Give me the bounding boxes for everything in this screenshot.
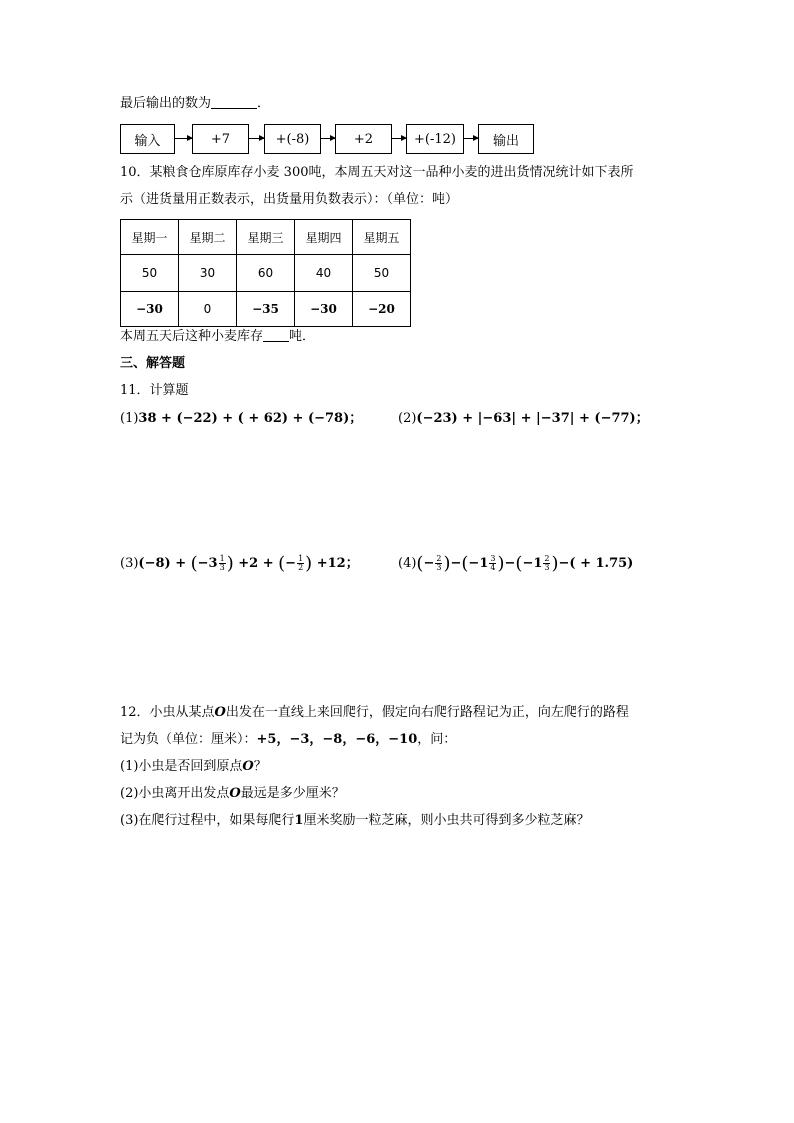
sign: − xyxy=(285,556,297,571)
answer-blank[interactable] xyxy=(263,327,289,342)
point-label: O xyxy=(229,786,241,801)
q11-part2 xyxy=(398,409,649,429)
paren-close: ) xyxy=(551,553,559,574)
q11-part4 xyxy=(398,552,633,576)
denominator: 2 xyxy=(298,563,304,572)
flow-arrow xyxy=(321,138,335,139)
text-segment: 厘米奖励一粒芝麻，则小虫共可得到多少粒芝麻？ xyxy=(303,813,590,828)
paren-close: ) xyxy=(226,553,234,574)
table-header-cell: 星期五 xyxy=(353,220,411,255)
table-cell: 50 xyxy=(121,255,179,292)
fraction xyxy=(435,555,442,572)
q10-question-suffix: 吨． xyxy=(289,329,316,344)
text-segment: (2)小虫离开出发点 xyxy=(120,786,230,801)
operator: − xyxy=(504,556,516,571)
operator: − xyxy=(450,556,462,571)
denominator: 3 xyxy=(544,563,550,572)
q11-part1 xyxy=(120,409,362,429)
q9-answer-line xyxy=(120,94,270,114)
paren-open: ( xyxy=(190,553,198,574)
point-label: O xyxy=(214,705,226,720)
mixed-whole: −1 xyxy=(468,556,489,571)
table-cell: −35 xyxy=(237,292,295,327)
flow-box-output: 输出 xyxy=(478,124,534,154)
text-segment: 12．小虫从某点 xyxy=(120,705,215,720)
denominator: 3 xyxy=(436,563,442,572)
part-label: (2) xyxy=(398,411,417,426)
text-segment: (3)在爬行过程中，如果每爬行 xyxy=(120,813,295,828)
flow-arrow xyxy=(464,138,478,139)
table-header-cell: 星期三 xyxy=(237,220,295,255)
part-label: (3) xyxy=(120,556,139,571)
numerator: 3 xyxy=(490,554,496,563)
expr-segment: +2 + xyxy=(233,556,279,571)
q9-prefix: 最后输出的数为 xyxy=(120,96,212,111)
q10-text-line2: 示（进货量用正数表示，出货量用负数表示）：（单位：吨） xyxy=(120,192,459,207)
part-expression: 38 + (−22) + ( + 62) + (−78)； xyxy=(138,411,363,426)
table-row-in xyxy=(121,255,411,292)
number: 1 xyxy=(294,813,304,828)
table-cell: −30 xyxy=(295,292,353,327)
q12-sub1 xyxy=(120,757,267,777)
paren-close: ) xyxy=(497,553,505,574)
q12-sub2 xyxy=(120,784,345,804)
part-label: (1) xyxy=(120,411,139,426)
text-segment: (1)小虫是否回到原点 xyxy=(120,759,243,774)
paren-close: ) xyxy=(443,553,451,574)
denominator: 4 xyxy=(490,563,496,572)
distance-values: +5，−3，−8，−6，−10 xyxy=(256,732,418,747)
fraction xyxy=(219,555,226,572)
fraction xyxy=(489,555,496,572)
stock-table xyxy=(120,219,411,327)
table-header-cell: 星期二 xyxy=(179,220,237,255)
flow-box-input: 输入 xyxy=(120,124,175,154)
text-segment: 最远是多少厘米？ xyxy=(240,786,345,801)
q12-sub3 xyxy=(120,811,589,831)
text-segment: ？ xyxy=(253,759,267,774)
mixed-whole: −3 xyxy=(197,556,218,571)
sign: − xyxy=(423,556,435,571)
q9-suffix: ． xyxy=(257,96,271,111)
flow-box-step1: +7 xyxy=(192,124,249,154)
section-title: 三、解答题 xyxy=(120,356,186,371)
part-expression: (−23) + |−63| + |−37| + (−77)； xyxy=(416,411,649,426)
flow-arrow xyxy=(392,138,406,139)
numerator: 2 xyxy=(544,554,550,563)
table-header-cell: 星期一 xyxy=(121,220,179,255)
text-segment: ，问： xyxy=(417,732,457,747)
numerator: 1 xyxy=(298,554,304,563)
q10-question-prefix: 本周五天后这种小麦库存 xyxy=(120,329,264,344)
table-header-row xyxy=(121,220,411,255)
fraction xyxy=(297,555,304,572)
flow-box-step2: +(-8) xyxy=(264,124,321,154)
paren-open: ( xyxy=(416,553,424,574)
table-cell: 60 xyxy=(237,255,295,292)
q12-text-line1 xyxy=(120,703,629,723)
numerator: 2 xyxy=(436,554,442,563)
flow-chart xyxy=(120,124,540,154)
expr-segment: +12； xyxy=(312,556,359,571)
flow-box-step3: +2 xyxy=(335,124,392,154)
flow-box-step4: +(-12) xyxy=(406,124,464,154)
expr-segment: −( + 1.75) xyxy=(558,556,634,571)
table-cell: 0 xyxy=(179,292,237,327)
q10-question xyxy=(120,327,315,347)
table-cell: 30 xyxy=(179,255,237,292)
q11-part3 xyxy=(120,552,359,576)
text-segment: 记为负（单位：厘米）： xyxy=(120,732,257,747)
q11-title: 11．计算题 xyxy=(120,383,189,398)
q12-text-line2 xyxy=(120,730,456,750)
table-row-out xyxy=(121,292,411,327)
answer-blank[interactable] xyxy=(211,94,257,109)
flow-arrow xyxy=(249,138,264,139)
table-header-cell: 星期四 xyxy=(295,220,353,255)
denominator: 3 xyxy=(219,563,225,572)
table-cell: −20 xyxy=(353,292,411,327)
q10-text-line1: 10．某粮食仓库原库存小麦 300吨，本周五天对这一品种小麦的进出货情况统计如下表所 xyxy=(120,165,634,180)
expr-segment: (−8) + xyxy=(138,556,191,571)
table-cell: 40 xyxy=(295,255,353,292)
paren-close: ) xyxy=(305,553,313,574)
paren-open: ( xyxy=(515,553,523,574)
mixed-whole: −1 xyxy=(522,556,543,571)
numerator: 1 xyxy=(219,554,225,563)
flow-arrow xyxy=(175,138,192,139)
fraction xyxy=(543,555,550,572)
paren-open: ( xyxy=(461,553,469,574)
point-label: O xyxy=(242,759,254,774)
part-label: (4) xyxy=(398,556,417,571)
text-segment: 出发在一直线上来回爬行，假定向右爬行路程记为正，向左爬行的路程 xyxy=(225,705,629,720)
table-cell: 50 xyxy=(353,255,411,292)
table-cell: −30 xyxy=(121,292,179,327)
paren-open: ( xyxy=(278,553,286,574)
